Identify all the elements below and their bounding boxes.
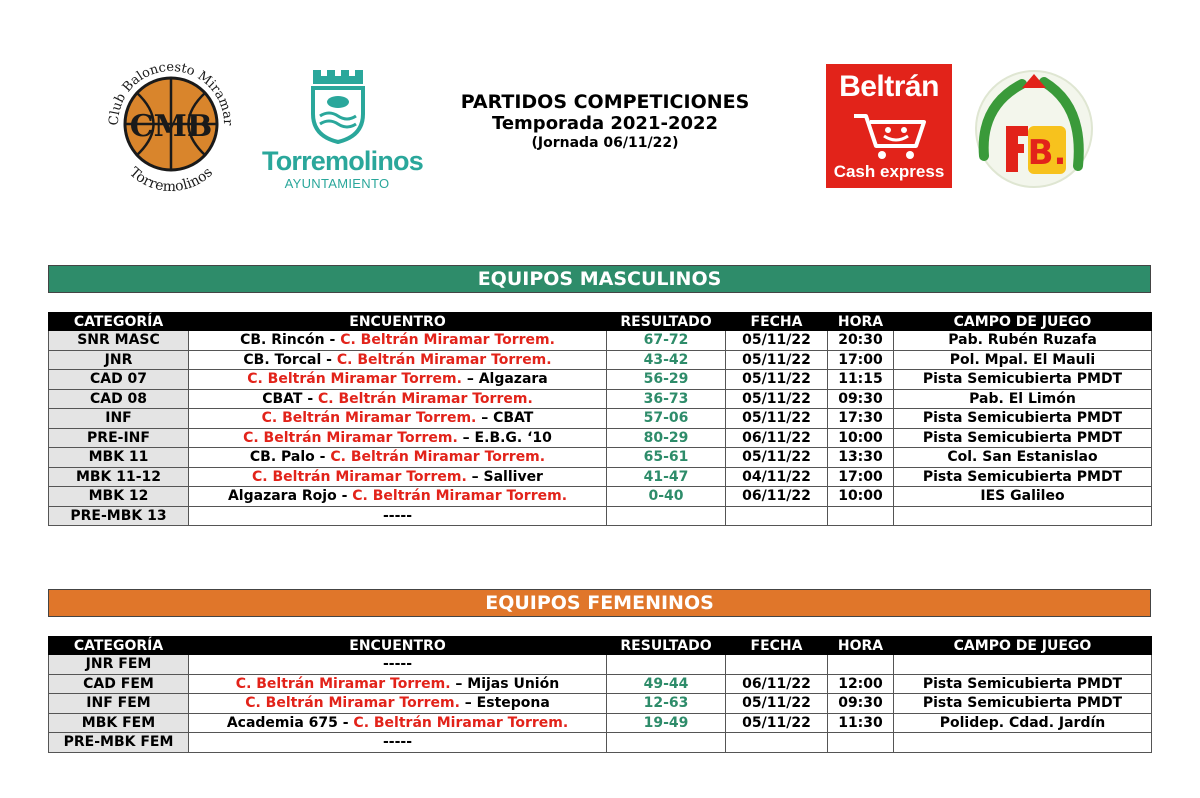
categoria-cell: CAD 07: [49, 370, 189, 390]
club-team-name: C. Beltrán Miramar Torrem.: [235, 675, 451, 692]
hora-cell: 17:30: [828, 409, 894, 429]
resultado-cell: 41-47: [607, 467, 726, 487]
resultado-cell: 80-29: [607, 428, 726, 448]
campo-cell: Pab. Rubén Ruzafa: [894, 331, 1152, 351]
categoria-cell: CAD FEM: [49, 674, 189, 694]
table-row: [49, 733, 1152, 753]
encuentro-cell: [189, 350, 607, 370]
campo-cell: Pista Semicubierta PMDT: [894, 370, 1152, 390]
categoria-cell: PRE-MBK FEM: [49, 733, 189, 753]
castle-shield-icon: [262, 64, 412, 144]
hora-cell: 17:00: [828, 350, 894, 370]
team-text: – E.B.G. ‘10: [457, 429, 552, 446]
shopping-cart-icon: [850, 108, 930, 162]
resultado-cell: 43-42: [607, 350, 726, 370]
hora-cell: 20:30: [828, 331, 894, 351]
table-row: [49, 370, 1152, 390]
fecha-cell: 05/11/22: [726, 448, 828, 468]
resultado-cell: 19-49: [607, 713, 726, 733]
hora-cell: 17:00: [828, 467, 894, 487]
campo-cell: IES Galileo: [894, 487, 1152, 507]
col-header-encuentro: ENCUENTRO: [189, 637, 607, 655]
club-miramar-logo: [96, 52, 246, 192]
page-title: PARTIDOS COMPETICIONES: [460, 91, 750, 113]
categoria-cell: CAD 08: [49, 389, 189, 409]
categoria-cell: MBK FEM: [49, 713, 189, 733]
campo-cell: Polidep. Cdad. Jardín: [894, 713, 1152, 733]
col-header-encuentro: ENCUENTRO: [189, 313, 607, 331]
categoria-cell: SNR MASC: [49, 331, 189, 351]
encuentro-cell: [189, 389, 607, 409]
fecha-cell: [726, 655, 828, 675]
campo-cell: Col. San Estanislao: [894, 448, 1152, 468]
fecha-cell: 05/11/22: [726, 370, 828, 390]
section-title-masculinos: EQUIPOS MASCULINOS: [48, 265, 1151, 293]
fecha-cell: 05/11/22: [726, 713, 828, 733]
club-team-name: C. Beltrán Miramar Torrem.: [247, 371, 462, 388]
table-row: [49, 487, 1152, 507]
categoria-cell: MBK 11: [49, 448, 189, 468]
round-label: (Jornada 06/11/22): [531, 134, 679, 151]
campo-cell: Pab. El Limón: [894, 389, 1152, 409]
club-team-name: C. Beltrán Miramar Torrem.: [336, 351, 552, 368]
categoria-cell: PRE-INF: [49, 428, 189, 448]
fecha-cell: 05/11/22: [726, 350, 828, 370]
fecha-cell: 05/11/22: [726, 409, 828, 429]
hora-cell: 09:30: [828, 694, 894, 714]
campo-cell: [894, 733, 1152, 753]
fecha-cell: [726, 506, 828, 526]
team-text: -----: [382, 656, 413, 673]
season-label: Temporada 2021-2022: [491, 112, 719, 134]
encuentro-cell: [189, 655, 607, 675]
table-row: [49, 694, 1152, 714]
col-header-hora: HORA: [828, 637, 894, 655]
encuentro-cell: [189, 467, 607, 487]
resultado-cell: 36-73: [607, 389, 726, 409]
team-text: -----: [382, 734, 413, 751]
team-text: -----: [382, 507, 413, 524]
team-text: CB. Palo -: [249, 449, 331, 466]
table-row: [49, 713, 1152, 733]
categoria-cell: INF FEM: [49, 694, 189, 714]
categoria-cell: MBK 12: [49, 487, 189, 507]
fecha-cell: 05/11/22: [726, 694, 828, 714]
fb-mark: B.: [1027, 133, 1067, 173]
team-text: – CBAT: [476, 410, 534, 427]
encuentro-cell: [189, 370, 607, 390]
encuentro-cell: [189, 506, 607, 526]
team-text: – Mijas Unión: [450, 675, 560, 692]
campo-cell: Pista Semicubierta PMDT: [894, 409, 1152, 429]
col-header-categoria: CATEGORÍA: [49, 313, 189, 331]
hora-cell: 13:30: [828, 448, 894, 468]
sponsor-name: Beltrán: [839, 70, 939, 103]
resultado-cell: 65-61: [607, 448, 726, 468]
club-team-name: C. Beltrán Miramar Torrem.: [330, 449, 546, 466]
resultado-cell: 12-63: [607, 694, 726, 714]
categoria-cell: MBK 11-12: [49, 467, 189, 487]
fecha-cell: 05/11/22: [726, 331, 828, 351]
col-header-fecha: FECHA: [726, 313, 828, 331]
hora-cell: 11:15: [828, 370, 894, 390]
encuentro-cell: [189, 331, 607, 351]
club-team-name: C. Beltrán Miramar Torrem.: [245, 695, 460, 712]
club-team-name: C. Beltrán Miramar Torrem.: [261, 410, 477, 427]
club-team-name: C. Beltrán Miramar Torrem.: [352, 488, 568, 505]
table-row: [49, 448, 1152, 468]
encuentro-cell: [189, 694, 607, 714]
team-text: CB. Rincón -: [240, 332, 341, 349]
club-name-arc: Club Baloncesto Miramar: [106, 59, 236, 126]
table-row: [49, 409, 1152, 429]
resultado-cell: 0-40: [607, 487, 726, 507]
club-monogram: CMB: [129, 109, 213, 144]
team-text: – Estepona: [459, 695, 550, 712]
club-team-name: C. Beltrán Miramar Torrem.: [243, 429, 458, 446]
table-row: [49, 331, 1152, 351]
town-name: Torremolinos: [262, 146, 423, 176]
table-row: [49, 506, 1152, 526]
fecha-cell: [726, 733, 828, 753]
campo-cell: Pista Semicubierta PMDT: [894, 428, 1152, 448]
team-text: – Algazara: [461, 371, 548, 388]
town-subtitle: AYUNTAMIENTO: [284, 176, 390, 191]
fecha-cell: 04/11/22: [726, 467, 828, 487]
masculinos-table: [48, 312, 1152, 526]
club-team-name: C. Beltrán Miramar Torrem.: [340, 332, 555, 349]
fb-sponsor-logo: [972, 66, 1096, 192]
encuentro-cell: [189, 487, 607, 507]
hora-cell: [828, 733, 894, 753]
campo-cell: Pista Semicubierta PMDT: [894, 694, 1152, 714]
categoria-cell: INF: [49, 409, 189, 429]
beltran-sponsor-logo: [826, 64, 952, 188]
hora-cell: 10:00: [828, 428, 894, 448]
table-row: [49, 389, 1152, 409]
section-title-femeninos: EQUIPOS FEMENINOS: [48, 589, 1151, 617]
page-heading: [420, 92, 790, 151]
table-row: [49, 467, 1152, 487]
resultado-cell: [607, 506, 726, 526]
hora-cell: 11:30: [828, 713, 894, 733]
hora-cell: [828, 506, 894, 526]
sponsor-tagline: Cash express: [833, 162, 945, 181]
campo-cell: [894, 506, 1152, 526]
resultado-cell: 49-44: [607, 674, 726, 694]
encuentro-cell: [189, 448, 607, 468]
hora-cell: 10:00: [828, 487, 894, 507]
fecha-cell: 06/11/22: [726, 674, 828, 694]
col-header-resultado: RESULTADO: [607, 637, 726, 655]
club-town-arc: Torremolinos: [126, 164, 216, 192]
hora-cell: 12:00: [828, 674, 894, 694]
categoria-cell: JNR FEM: [49, 655, 189, 675]
encuentro-cell: [189, 428, 607, 448]
club-team-name: C. Beltrán Miramar Torrem.: [353, 714, 569, 731]
encuentro-cell: [189, 733, 607, 753]
table-header-row: [49, 313, 1152, 331]
col-header-fecha: FECHA: [726, 637, 828, 655]
torremolinos-logo: [262, 64, 423, 192]
team-text: CBAT -: [262, 390, 319, 407]
campo-cell: Pol. Mpal. El Mauli: [894, 350, 1152, 370]
resultado-cell: [607, 733, 726, 753]
team-text: CB. Torcal -: [243, 351, 337, 368]
col-header-categoria: CATEGORÍA: [49, 637, 189, 655]
fecha-cell: 05/11/22: [726, 389, 828, 409]
col-header-campo: CAMPO DE JUEGO: [894, 637, 1152, 655]
hora-cell: 09:30: [828, 389, 894, 409]
resultado-cell: 56-29: [607, 370, 726, 390]
campo-cell: [894, 655, 1152, 675]
table-header-row: [49, 637, 1152, 655]
encuentro-cell: [189, 674, 607, 694]
resultado-cell: 57-06: [607, 409, 726, 429]
team-text: Academia 675 -: [226, 714, 354, 731]
resultado-cell: 67-72: [607, 331, 726, 351]
table-row: [49, 350, 1152, 370]
categoria-cell: PRE-MBK 13: [49, 506, 189, 526]
encuentro-cell: [189, 713, 607, 733]
categoria-cell: JNR: [49, 350, 189, 370]
resultado-cell: [607, 655, 726, 675]
table-row: [49, 655, 1152, 675]
team-text: – Salliver: [466, 468, 543, 485]
col-header-resultado: RESULTADO: [607, 313, 726, 331]
col-header-campo: CAMPO DE JUEGO: [894, 313, 1152, 331]
encuentro-cell: [189, 409, 607, 429]
campo-cell: Pista Semicubierta PMDT: [894, 674, 1152, 694]
fecha-cell: 06/11/22: [726, 428, 828, 448]
campo-cell: Pista Semicubierta PMDT: [894, 467, 1152, 487]
table-row: [49, 428, 1152, 448]
col-header-hora: HORA: [828, 313, 894, 331]
hora-cell: [828, 655, 894, 675]
table-row: [49, 674, 1152, 694]
femeninos-table: [48, 636, 1152, 753]
team-text: Algazara Rojo -: [227, 488, 353, 505]
club-team-name: C. Beltrán Miramar Torrem.: [252, 468, 467, 485]
fecha-cell: 06/11/22: [726, 487, 828, 507]
club-team-name: C. Beltrán Miramar Torrem.: [318, 390, 533, 407]
